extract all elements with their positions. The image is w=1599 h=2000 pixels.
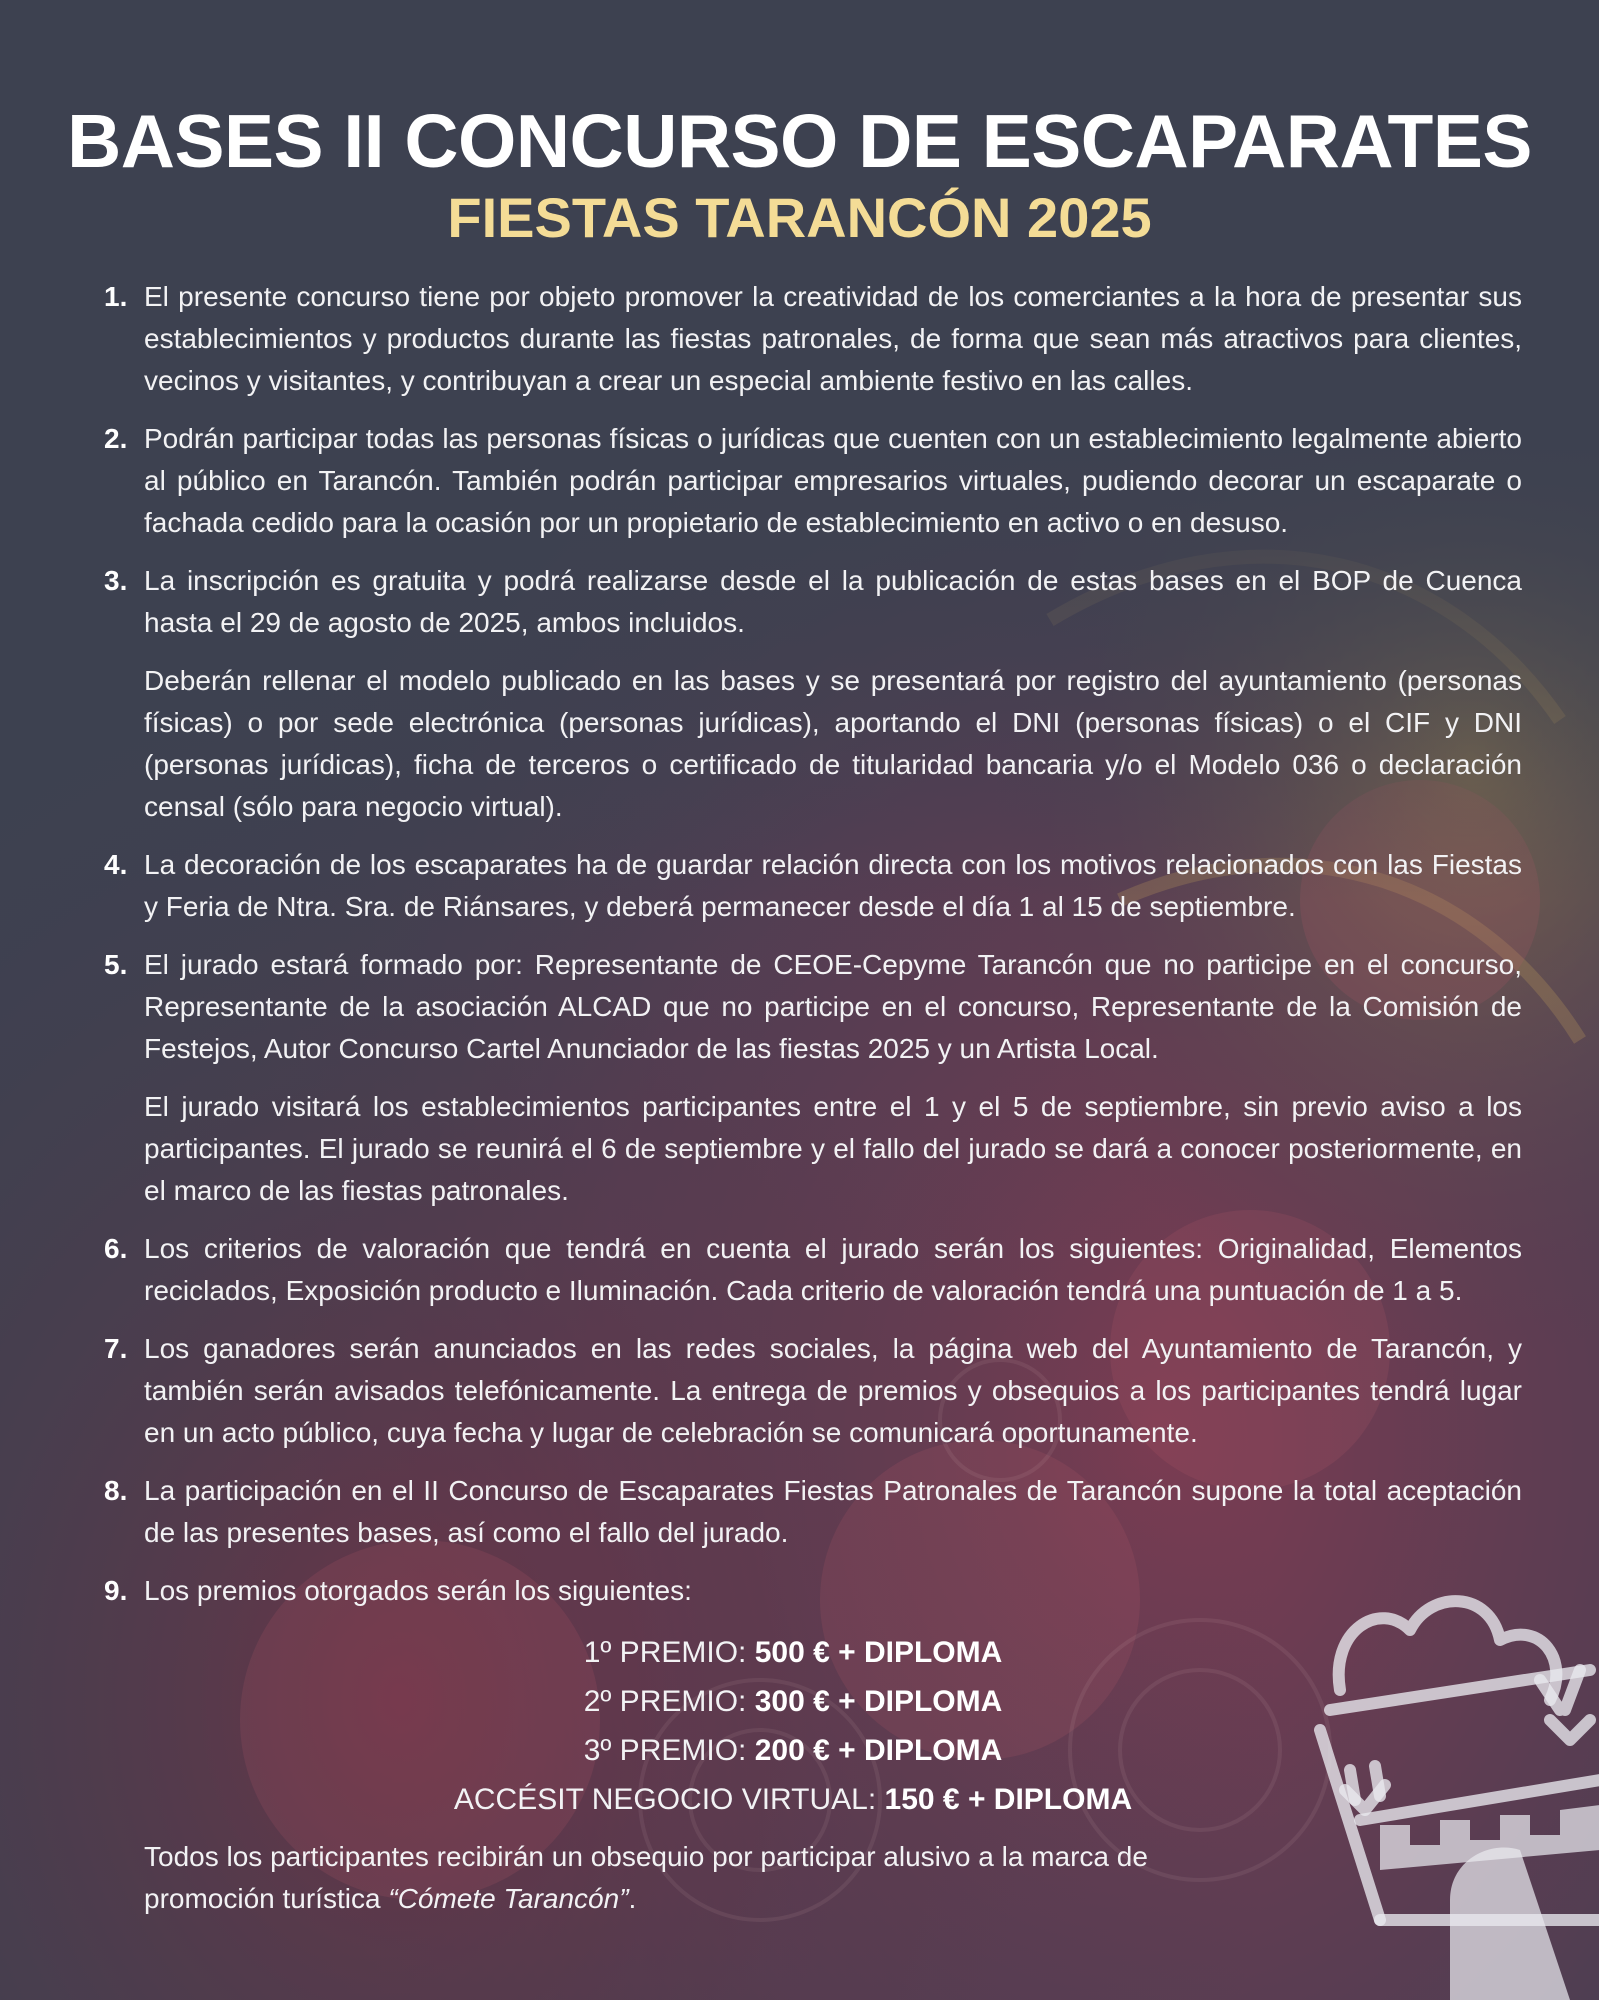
rule-number: 2. — [104, 423, 128, 454]
closing-text: Todos los participantes recibirán un obsequio por participar alusivo a la marca de promoción turística — [144, 1841, 1148, 1914]
rule-paragraph: El jurado estará formado por: Representante de CEOE-Cepyme Tarancón que no participe en el concurso, Representante de la asociación ALCAD que no participe en el concurso, Representante de la Comisión de Festejos, Autor Concurso Cartel Anunciador de las fiestas 2025 y un Artista Local. — [144, 949, 1522, 1064]
rule-paragraph: Podrán participar todas las personas físicas o jurídicas que cuenten con un establecimiento legalmente abierto al público en Tarancón. También podrán participar empresarios virtuales, pudiendo decorar un escaparate o fachada cedido para la ocasión por un propietario de establecimiento en activo o en desuso. — [144, 423, 1522, 538]
prize-label: ACCÉSIT NEGOCIO VIRTUAL: — [453, 1783, 885, 1816]
rule-item-6 — [104, 1228, 1522, 1312]
rule-item-8 — [104, 1470, 1522, 1554]
rule-number: 1. — [104, 281, 128, 312]
rule-paragraph: La participación en el II Concurso de Escaparates Fiestas Patronales de Tarancón supone la total aceptación de las presentes bases, así como el fallo del jurado. — [144, 1475, 1522, 1548]
rule-number: 3. — [104, 565, 128, 596]
rule-item-1 — [104, 276, 1522, 402]
rule-item-5 — [104, 944, 1522, 1212]
prize-label: 2º PREMIO: — [583, 1685, 755, 1718]
rule-paragraph: La decoración de los escaparates ha de guardar relación directa con los motivos relacionados con las Fiestas y Feria de Ntra. Sra. de Riánsares, y deberá permanecer desde el día 1 al 15 de septiembre. — [144, 849, 1522, 922]
rule-paragraph: La inscripción es gratuita y podrá realizarse desde el la publicación de estas bases en el BOP de Cuenca hasta el 29 de agosto de 2025, ambos incluidos. — [144, 565, 1522, 638]
closing-note — [104, 1836, 1254, 1920]
prize-label: 1º PREMIO: — [583, 1636, 755, 1669]
brand-name: “Cómete Tarancón” — [388, 1883, 629, 1914]
rule-number: 9. — [104, 1575, 128, 1606]
rule-paragraph: Los criterios de valoración que tendrá en cuenta el jurado serán los siguientes: Originalidad, Elementos reciclados, Exposición producto e Iluminación. Cada criterio de valoración tendrá una puntuación de 1 a 5. — [144, 1233, 1522, 1306]
rule-paragraph: El jurado visitará los establecimientos participantes entre el 1 y el 5 de septiembre, sin previo aviso a los participantes. El jurado se reunirá el 6 de septiembre y el fallo del jurado se dará a conocer posteriormente, en el marco de las fiestas patronales. — [144, 1091, 1522, 1206]
rules-list — [104, 276, 1522, 1920]
prize-amount: 150 € + DIPLOMA — [884, 1783, 1133, 1816]
rule-item-7 — [104, 1328, 1522, 1454]
rule-item-9 — [104, 1570, 1522, 1612]
prize-line — [104, 1677, 1482, 1726]
rule-paragraph: Los ganadores serán anunciados en las redes sociales, la página web del Ayuntamiento de Tarancón, y también serán avisados telefónicamente. La entrega de premios y obsequios a los participantes tendrá lugar en un acto público, cuya fecha y lugar de celebración se comunicará oportunamente. — [144, 1333, 1522, 1448]
rule-item-3 — [104, 560, 1522, 828]
prize-amount: 200 € + DIPLOMA — [754, 1734, 1003, 1767]
rule-item-4 — [104, 844, 1522, 928]
rule-number: 5. — [104, 949, 128, 980]
closing-end: . — [628, 1883, 637, 1914]
prize-line — [104, 1628, 1482, 1677]
rule-number: 6. — [104, 1233, 128, 1264]
rule-paragraph: El presente concurso tiene por objeto promover la creatividad de los comerciantes a la hora de presentar sus establecimientos y productos durante las fiestas patronales, de forma que sean más atractivos para clientes, vecinos y visitantes, y contribuyan a crear un especial ambiente festivo en las calles. — [144, 281, 1522, 396]
rule-paragraph: Deberán rellenar el modelo publicado en las bases y se presentará por registro del ayuntamiento (personas físicas) o por sede electrónica (personas jurídicas), aportando el DNI (personas físicas) o el CIF y DNI (personas jurídicas), ficha de terceros o certificado de titularidad bancaria y/o el Modelo 036 o declaración censal (sólo para negocio virtual). — [144, 665, 1522, 822]
prize-line — [104, 1726, 1482, 1775]
page-title: BASES II CONCURSO DE ESCAPARATES — [67, 99, 1532, 183]
prize-amount: 500 € + DIPLOMA — [754, 1636, 1003, 1669]
prize-label: 3º PREMIO: — [583, 1734, 755, 1767]
rule-paragraph: Los premios otorgados serán los siguientes: — [144, 1575, 692, 1606]
rule-number: 8. — [104, 1475, 128, 1506]
rule-item-2 — [104, 418, 1522, 544]
rule-number: 7. — [104, 1333, 128, 1364]
prize-line — [104, 1775, 1482, 1824]
rule-number: 4. — [104, 849, 128, 880]
prize-amount: 300 € + DIPLOMA — [754, 1685, 1003, 1718]
page-subtitle: FIESTAS TARANCÓN 2025 — [447, 186, 1152, 249]
prize-list — [104, 1628, 1522, 1824]
